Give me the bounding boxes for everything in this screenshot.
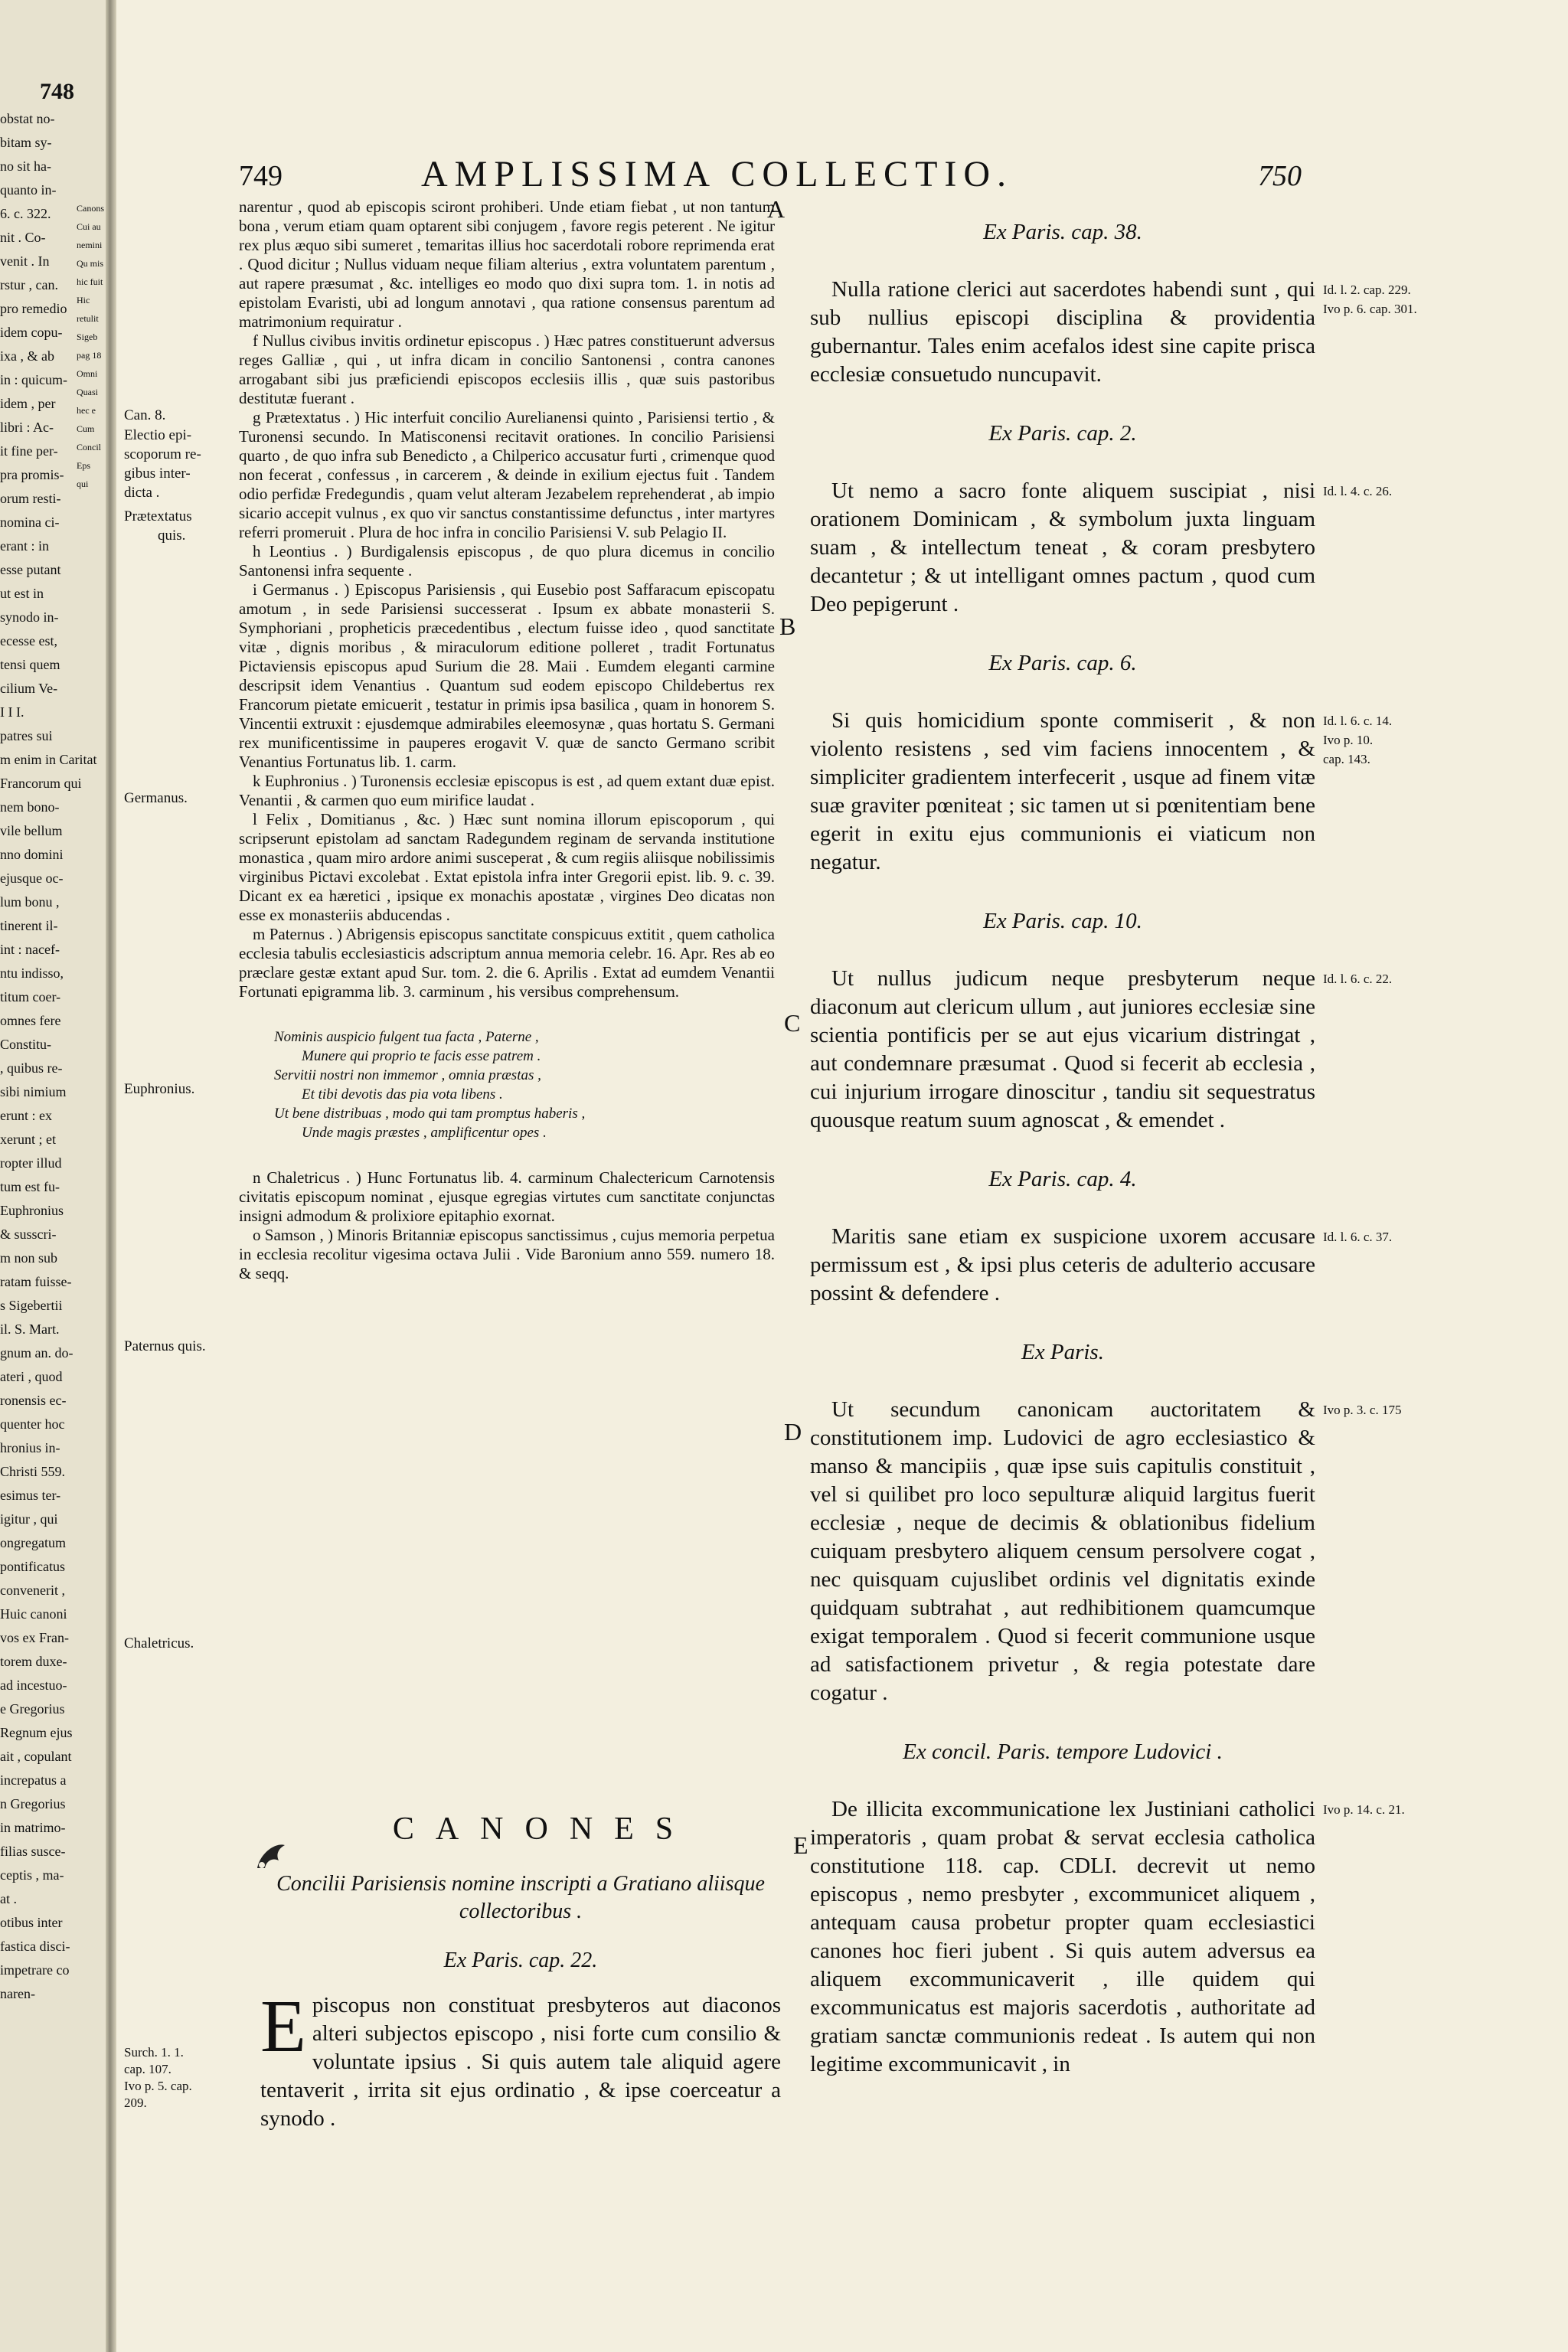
previous-page-line: naren- [0,1986,35,2001]
previous-page-line: otibus inter [0,1915,63,1930]
note-paragraph: h Leontius . ) Burdigalensis episcopus , de quo plura dicemus in concilio Santonensi infra sequente . [239,542,775,580]
note-paragraph: o Samson , ) Minoris Britanniæ episcopus sanctissimus , cujus memoria perpetua in ecclesia recolitur vigesima octava Julii . Vide Baronium anno 559. numero 18. & seqq. [239,1226,775,1282]
previous-page-margin-line: Sigeb [77,332,98,342]
canones-title: CANONES [392,1811,695,1847]
margin-line: gibus inter- [124,466,191,482]
previous-page-line: igitur , qui [0,1511,58,1527]
previous-page-line: pro remedio [0,301,67,316]
margin-note-electio [124,426,239,502]
reference-line: Id. l. 6. c. 22. [1323,972,1393,986]
previous-page-line: obstat no- [0,111,55,126]
previous-page-margin-line: nemini [77,240,103,250]
reference-line: Ivo p. 6. cap. 301. [1323,302,1417,316]
previous-page-line: ronensis ec- [0,1393,67,1408]
verse-line: Et tibi devotis das pia vota libens . [302,1086,503,1102]
page-number-left: 749 [239,160,283,192]
canon-text: Ut nemo a sacro fonte aliquem suscipiat , nisi orationem Dominicam , & symbolum juxta linguam suam , & intellectum teneat , & coram presbytero decantetur ; & ut intelligant omnes pactum , quod cum Deo pepigerunt . [810,479,1315,616]
previous-page-line: sibi nimium [0,1084,67,1099]
reference-line: Id. l. 4. c. 26. [1323,484,1393,498]
previous-page-line: torem duxe- [0,1654,67,1669]
previous-page-line: ntu indisso, [0,965,64,981]
previous-page-line: gnum an. do- [0,1345,74,1361]
notes-column [239,198,775,1283]
previous-page-margin-line: retulit [77,313,99,324]
canon-heading: Ex Paris. cap. 4. [988,1167,1137,1191]
previous-page-line: tinerent il- [0,918,58,933]
previous-page-margin-line: hic fuit [77,276,103,287]
canon-heading: Ex Paris. cap. 10. [983,909,1142,933]
previous-page-line: ongregatum [0,1535,66,1550]
note-paragraph: g Prætextatus . ) Hic interfuit concilio Aurelianensi quinto , Parisiensi tertio , & Turonensi secundo. In Matisconensi recitavit orationes. In concilio Parisiensi quarto , de quo infra sub Benedicto , a Chilperico accusatur furti , crimenque quod non fecerat , confessus , in carcerem , & deinde in exilium ejectus fuit . Tandem odio perfidæ Fredegundis , quam velut alteram Jezabelem reprehenderat , ab impio sicario accepit vulnus , ex quo vir sanctus constantissime defunctus , inter martyres referri promeruit . Plura de hoc infra in concilio Parisiensi V. sub Pelagio II. [239,408,775,541]
margin-note-chaletricus: Chaletricus. [124,1635,194,1651]
previous-page-line: I I I. [0,704,24,720]
margin-note-euphronius: Euphronius. [124,1081,195,1097]
previous-page-line: int : nacef- [0,942,60,957]
previous-page-line: filias susce- [0,1844,66,1859]
previous-page-line: nno domini [0,847,64,862]
previous-page-line: esse putant [0,562,61,577]
previous-page-line: Francorum qui [0,776,82,791]
previous-page-line: bitam sy- [0,135,52,150]
canon-text: Ut secundum canonicam auctoritatem & constitutionem imp. Ludovici de agro ecclesiastico & manso & mancipiis , quæ ipse suis capitulis constituit , vel si quilibet pro loco sepulturæ aliquid largitus fuerit ecclesiæ , neque de decimis & oblationibus fidelium cuiquam presbytero aliquem censum persolvere cogat , nec quisquam cujuslibet ordinis vel dignitatis exinde quidquam subtrahat , aut redhibitionem quamcumque exigat temporalem . Quod si fecerit communione usque ad satisfactionem privetur , & regia potestate dare cogatur . [810,1397,1315,1705]
canon-text [260,1985,781,2133]
canon-reference [1323,1227,1484,1246]
previous-page-margin-line: pag 18 [77,350,102,361]
canon-text: De illicita excommunicatione lex Justiniani catholici imperatoris , quam probat & servat ecclesia catholica constitutione 118. cap. CDLI. decrevit ut nemo episcopus , nemo presbyter , excommunicet aliquem , antequam causa probetur propter quam ecclesiastici canones hoc fieri jubent . Si quis autem adversus ea aliquem excommunicaverit , ille quidem qui excommunicatus est majoris sacerdotis , authoritate ad gratiam sanctæ communionis redeat . Is autem qui non legitime excommunicavit , in [810,1797,1315,2076]
margin-line: 209. [124,2096,147,2110]
previous-page-line: it fine per- [0,443,58,459]
canon-text: Si quis homicidium sponte commiserit , & non violento resistens , sed vim faciens innocentem , & simpliciter gradientem interfecerit , usque ad finem vitæ suæ graviter pœniteat ; sic tamen ut si pœnitentiam bene egerit in exitu ejus communionis ei viaticum non negatur. [810,708,1315,874]
previous-page-line: Christi 559. [0,1464,66,1479]
previous-page-line: omnes fere [0,1013,61,1028]
margin-line: Electio epi- [124,427,192,443]
margin-note-germanus: Germanus. [124,790,188,806]
previous-page-line: pontificatus [0,1559,65,1574]
page-number-right: 750 [1258,160,1302,192]
verse-line: Unde magis præstes , amplificentur opes . [302,1125,547,1141]
previous-page-line: ecesse est, [0,633,57,648]
previous-page-margin-line: Omni [77,368,98,379]
canones-section [260,1811,781,2133]
previous-page-line: quanto in- [0,182,57,198]
previous-page-line: ejusque oc- [0,871,64,886]
previous-page-fragment [0,0,106,2352]
note-paragraph: m Paternus . ) Abrigensis episcopus sanctitate conspicuus extitit , quem catholica ecclesia tabulis ecclesiasticis adscriptum annua memoria celebr. 16. Apr. Res ab eo præclare gestæ extant apud Sur. tom. 2. die 6. Aprilis . Extat ad eumdem Venantii Fortunati epigramma lib. 3. carminum , his versibus comprehensum. [239,925,775,1001]
note-paragraph: narentur , quod ab episcopis sciront prohiberi. Unde etiam fiebat , ut non tantum bona , verum etiam quam optarent sibi conjugem , favore regis peterent . Ne igitur rex plus æquo sibi sumeret , temaritas illius hoc sacerdotali robore reprimenda erat . Quod dicitur ; Nullus viduam neque filiam alterius , extra voluntatem parentum , aut rapere præsumat , &c. intelliges eo modo quo dixi supra tom. 1. in notis ad epistolam Evaristi, ubi ad longum annotavi , qua ratione consensus parentum ad matrimonium requiratur . [239,198,775,331]
previous-page-line: venit . In [0,253,50,269]
reference-line: Ivo p. 14. c. 21. [1323,1802,1405,1817]
canon-reference [1323,1800,1484,1819]
reference-line: Ivo p. 10. [1323,733,1374,747]
canon-body: piscopus non constituat presbyteros aut diaconos alteri subjectos episcopo , nisi forte cum consilio & voluntate ipsius . Si quis autem tale aliquid agere tentaverit , irrita sit ejus ordinatio , & ipse coerceatur a synodo . [260,1993,781,2131]
previous-page-line: erant : in [0,538,49,554]
previous-page-line: ropter illud [0,1155,62,1171]
canon-text: Ut nullus judicum neque presbyterum neque diaconum aut clericum ullum , aut juniores ecclesiæ sine scientia pontificis per se aut ejus vicarium distringat , aut condemnare præsumat . Quod si fecerit ab ecclesia , cui injurium irrogare dinoscitur , tandiu sit sequestratus quousque reatum suum agnoscat , & emendet . [810,966,1315,1132]
canon-reference [1323,482,1484,501]
previous-page-margin-line: Concil [77,442,101,452]
note-paragraph: n Chaletricus . ) Hunc Fortunatus lib. 4. carminum Chalectericum Carnotensis civitatis episcopum nominat , ejusque egregias virtutes cum sanctitate conjunctas insigni admodum & prolixiore epitaphio exornat. [239,1168,775,1225]
previous-page-line: cilium Ve- [0,681,58,696]
verse-line: Servitii nostri non immemor , omnia præstas , [274,1067,541,1083]
book-gutter [106,0,116,2352]
previous-page-line: lum bonu , [0,894,60,910]
previous-page-line: convenerit , [0,1583,65,1598]
previous-page-line: patres sui [0,728,53,743]
previous-page-line: , quibus re- [0,1060,63,1076]
previous-page-margin [77,199,106,493]
previous-page-line: tensi quem [0,657,60,672]
previous-page-line: hronius in- [0,1440,60,1455]
margin-note-praetextatus [124,507,239,545]
previous-page-line: quenter hoc [0,1416,65,1432]
previous-page-line: at . [0,1891,17,1906]
previous-page-line: m non sub [0,1250,58,1266]
canon-reference [1323,280,1484,318]
previous-page-line: in matrimo- [0,1820,66,1835]
reference-line: cap. 143. [1323,752,1370,766]
previous-page-line: il. S. Mart. [0,1321,60,1337]
previous-page-line: xerunt ; et [0,1132,56,1147]
section-letter: D [784,1418,802,1446]
previous-page-line: ut est in [0,586,44,601]
previous-page-margin-line: Eps [77,460,90,471]
canon-heading: Ex Paris. cap. 38. [983,220,1142,244]
margin-note-sarch [124,2044,239,2112]
previous-page-margin-line: Quasi [77,387,98,397]
canon-heading: Ex Paris. [1021,1340,1104,1364]
previous-page-line: & susscri- [0,1227,57,1242]
margin-note-paternus: Paternus quis. [124,1338,206,1354]
note-paragraph: l Felix , Domitianus , &c. ) Hæc sunt nomina illorum episcoporum , qui scripserunt epistolam ad sanctam Radegundem reginam de servanda institutione monastica , quam miro ardore animi susceperat , & cum regiis aliisque nobilissimis virginibus Pictavi excolebat . Extat epistola infra inter Gregorii epist. lib. 9. c. 39. Dicant ex ea hæretici , ipsique ex monachis apostatæ , virgines Deo dicatas non esse ex monasteriis abducendas . [239,810,775,924]
previous-page-margin-line: Canons [77,203,104,214]
previous-page-line: nem bono- [0,799,60,815]
previous-page-line: Euphronius [0,1203,64,1218]
previous-page-line: idem copu- [0,325,63,340]
previous-page-margin-line: Cum [77,423,95,434]
previous-page-margin-line: Cui au [77,221,101,232]
previous-page-line: vile bellum [0,823,63,838]
previous-page-margin-line: hec e [77,405,96,416]
previous-page-line: in : quicum- [0,372,67,387]
canon-heading: Ex Paris. cap. 22. [443,1949,598,1972]
margin-line: Surch. 1. 1. [124,2045,184,2060]
previous-page-line: ait , copulant [0,1749,72,1764]
margin-line: Ivo p. 5. cap. [124,2079,192,2093]
previous-page-line: e Gregorius [0,1701,65,1717]
previous-page-margin-line: Hic [77,295,90,305]
canon-text: Maritis sane etiam ex suspicione uxorem accusare permissum est , & ipsi plus ceteris de adulterio accusare possint & defendere . [810,1224,1315,1305]
reference-line: Ivo p. 3. c. 175 [1323,1403,1402,1417]
margin-line: Prætextatus [124,508,192,524]
previous-page-line: Constitu- [0,1037,52,1052]
section-letter: B [779,612,796,640]
canon-heading: Ex Paris. cap. 6. [988,651,1137,675]
canon-heading: Ex Paris. cap. 2. [988,421,1137,446]
previous-page-line: rstur , can. [0,277,58,292]
previous-page-line: esimus ter- [0,1488,61,1503]
page-header [230,153,1317,199]
previous-page-line: n Gregorius [0,1796,66,1811]
canon-heading: Ex concil. Paris. tempore Ludovici . [903,1740,1223,1764]
previous-page-line: tum est fu- [0,1179,60,1194]
note-paragraph: i Germanus . ) Episcopus Parisiensis , qui Eusebio post Saffaracum episcopatu amotum , in sede Parisiensi successerat . Ipsum ex abbate monasterii S. Symphoriani , propheticis præcedentibus , electum fuisse ideo , quod sanctitate vitæ , dignis moribus , & miraculorum editione polleret , tradit Fortunatus Pictaviensis episcopus apud Surium die 28. Maii . Eumdem eleganti carmine descripsit idem Venantius . Quantum sud eodem episcopo Childebertus rex Francorum pietate emicuerit , testatur in primis ipsa basilica , quam in honorem S. Vincentii extruxit : ejusdemque admirabiles eleemosynæ , quas hortatu S. Germani rex munificentissime in pauperes erogavit V. quæ de sancto Germano scribit Venantius Fortunatus lib. 1. carm. [239,580,775,771]
previous-page-line: increpatus a [0,1772,67,1788]
previous-page-line: ad incestuo- [0,1677,67,1693]
previous-page-line: vos ex Fran- [0,1630,69,1645]
previous-page-line: Regnum ejus [0,1725,73,1740]
reference-line: Id. l. 2. cap. 229. [1323,283,1411,297]
previous-page-line: ateri , quod [0,1369,63,1384]
reference-line: Id. l. 6. c. 14. [1323,714,1393,728]
previous-page-line: Huic canoni [0,1606,67,1622]
section-letter: A [767,195,786,223]
margin-line: quis. [158,528,186,544]
previous-page-line: s Sigebertii [0,1298,63,1313]
drop-cap: E [260,1985,306,2068]
canon-reference [1323,969,1484,988]
canon-text: Nulla ratione clerici aut sacerdotes habendi sunt , qui sub nullius episcopi disciplina & providentia gubernantur. Tales enim acefalos idest sine capite prisca ecclesiæ consuetudo nuncupavit. [810,277,1315,387]
previous-page-line: 6. c. 322. [0,206,51,221]
canons-column [810,218,1315,2109]
section-letter: C [784,1009,801,1037]
margin-line: cap. 107. [124,2062,172,2076]
note-paragraph: k Euphronius . ) Turonensis ecclesiæ episcopus is est , ad quem extant duæ epist. Venantii , & carmen quo eum mirifice laudat . [239,772,775,809]
verse-block [274,1027,775,1142]
margin-line: scoporum re- [124,446,201,462]
previous-page-number: 748 [40,79,74,104]
previous-page-line: ixa , & ab [0,348,54,364]
previous-page-line: orum resti- [0,491,61,506]
verse-line: Munere qui proprio te facis esse patrem . [302,1048,541,1064]
previous-page-margin-line: qui [77,479,89,489]
previous-page-line: nomina ci- [0,514,60,530]
verse-line: Nominis auspicio fulgent tua facta , Paterne , [274,1029,539,1045]
previous-page-line: pra promis- [0,467,64,482]
previous-page-line: impetrare co [0,1962,70,1978]
canones-subtitle: Concilii Parisiensis nomine inscripti a Gratiano aliisque collectoribus . [276,1872,765,1923]
reference-line: Id. l. 6. c. 37. [1323,1230,1393,1244]
section-letter: E [793,1831,808,1859]
previous-page-line: fastica disci- [0,1939,70,1954]
verse-line: Ut bene distribuas , modo qui tam promptus haberis , [274,1106,586,1122]
previous-page-line: erunt : ex [0,1108,52,1123]
previous-page-margin-line: Qu mis [77,258,104,269]
note-paragraph: f Nullus civibus invitis ordinetur episcopus . ) Hæc patres constituerunt adversus reges Galliæ , qui , ut infra dicam in concilio Santonensi , contra canones arrogabant sibi jus præficiendi episcopos ecclesiis illis , quæ suis pastoribus destitutæ fuerant . [239,332,775,407]
canon-reference [1323,1400,1484,1419]
previous-page-line: no sit ha- [0,158,51,174]
canon-reference [1323,711,1484,769]
previous-page-line: synodo in- [0,609,59,625]
previous-page-line: ratam fuisse- [0,1274,72,1289]
previous-page-line: libri : Ac- [0,420,54,435]
previous-page-line: nit . Co- [0,230,46,245]
previous-page-line: ceptis , ma- [0,1867,64,1883]
running-title: AMPLISSIMA COLLECTIO. [421,154,1014,194]
previous-page-line: idem , per [0,396,56,411]
previous-page-line: titum coer- [0,989,61,1004]
margin-note-can8: Can. 8. [124,407,166,423]
previous-page-line: m enim in Caritat [0,752,97,767]
margin-line: dicta . [124,485,160,501]
